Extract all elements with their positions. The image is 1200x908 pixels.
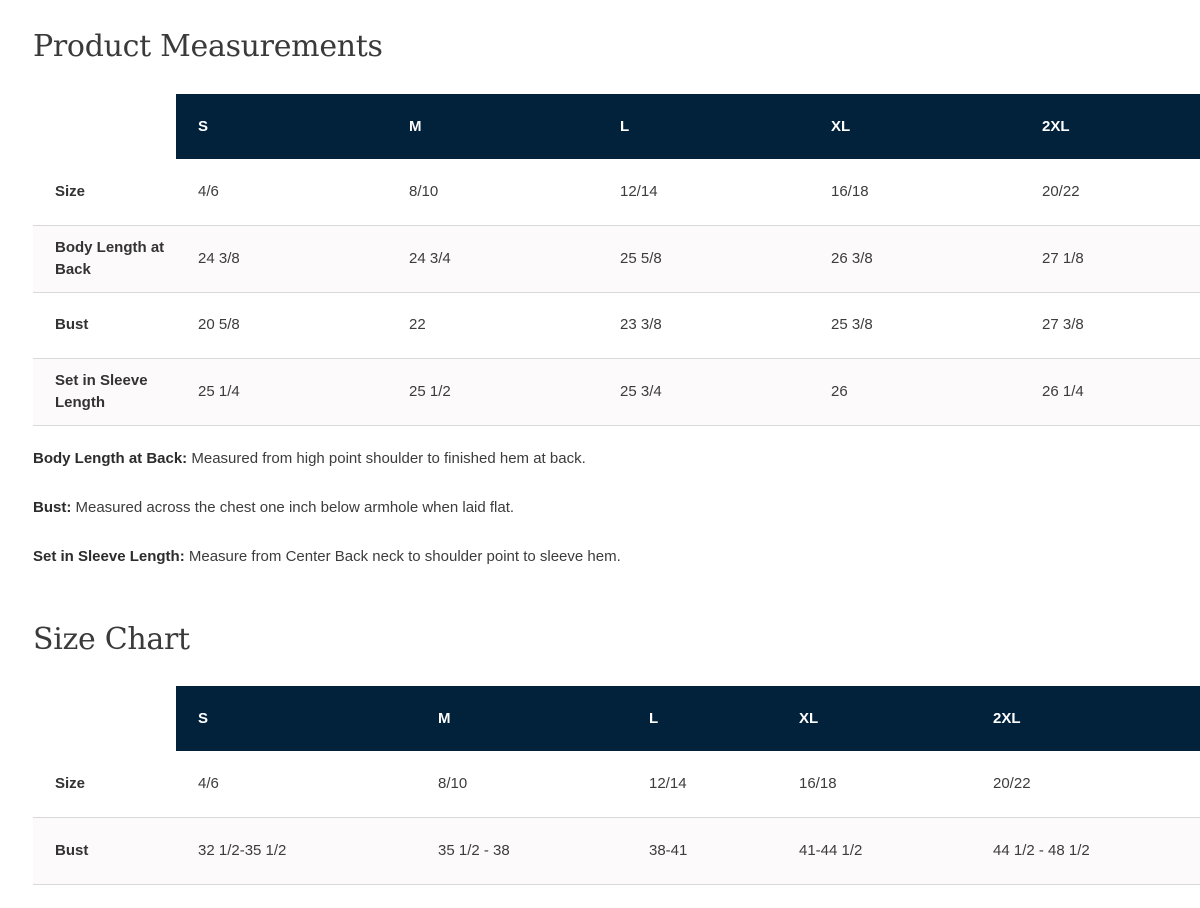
table-row xyxy=(33,226,1200,293)
note-term: Body Length at Back: xyxy=(33,450,188,467)
table-cell: 25 1/4 xyxy=(176,359,387,426)
header-cell-m: M xyxy=(416,686,627,751)
table-cell: 24 3/8 xyxy=(176,226,387,293)
table-header-row xyxy=(33,94,1200,159)
table-cell: 20/22 xyxy=(971,751,1200,818)
table-cell: 12/14 xyxy=(627,751,777,818)
row-label: Size xyxy=(33,159,176,226)
table-cell: 25 3/8 xyxy=(809,292,1020,359)
header-cell-s: S xyxy=(176,94,387,159)
table-cell: 24 3/4 xyxy=(387,226,598,293)
header-cell-xl: XL xyxy=(809,94,1020,159)
size-chart-table xyxy=(33,686,1200,885)
table-cell: 44 1/2 - 48 1/2 xyxy=(971,818,1200,885)
table-cell: 4/6 xyxy=(176,751,416,818)
table-cell: 20/22 xyxy=(1020,159,1200,226)
note-body-length xyxy=(33,449,621,498)
table-cell: 26 1/4 xyxy=(1020,359,1200,426)
row-label: Bust xyxy=(33,818,176,885)
row-label: Set in Sleeve Length xyxy=(33,359,176,426)
table-cell: 26 3/8 xyxy=(809,226,1020,293)
note-sleeve-length xyxy=(33,547,621,596)
row-label: Body Length at Back xyxy=(33,226,176,293)
note-text: Measured across the chest one inch below armhole when laid flat. xyxy=(71,499,515,516)
table-row xyxy=(33,159,1200,226)
table-header-row xyxy=(33,686,1200,751)
table-cell: 27 3/8 xyxy=(1020,292,1200,359)
table-cell: 16/18 xyxy=(809,159,1020,226)
section-title-product-measurements: Product Measurements xyxy=(33,29,383,64)
row-label: Bust xyxy=(33,292,176,359)
table-row xyxy=(33,818,1200,885)
table-cell: 4/6 xyxy=(176,159,387,226)
table-cell: 12/14 xyxy=(598,159,809,226)
table-cell: 16/18 xyxy=(777,751,971,818)
note-text: Measured from high point shoulder to finished hem at back. xyxy=(187,450,586,467)
header-cell-l: L xyxy=(598,94,809,159)
table-cell: 26 xyxy=(809,359,1020,426)
table-cell: 32 1/2-35 1/2 xyxy=(176,818,416,885)
header-cell-2xl: 2XL xyxy=(971,686,1200,751)
note-text: Measure from Center Back neck to shoulder point to sleeve hem. xyxy=(184,548,621,565)
table-cell: 20 5/8 xyxy=(176,292,387,359)
note-term: Set in Sleeve Length: xyxy=(33,548,185,565)
section-title-size-chart: Size Chart xyxy=(33,622,190,657)
header-cell-m: M xyxy=(387,94,598,159)
table-cell: 25 3/4 xyxy=(598,359,809,426)
table-cell: 41-44 1/2 xyxy=(777,818,971,885)
table-cell: 8/10 xyxy=(387,159,598,226)
table-cell: 27 1/8 xyxy=(1020,226,1200,293)
row-label: Size xyxy=(33,751,176,818)
header-corner-cell xyxy=(33,94,176,159)
table-row xyxy=(33,751,1200,818)
table-row xyxy=(33,359,1200,426)
header-corner-cell xyxy=(33,686,176,751)
note-term: Bust: xyxy=(33,499,72,516)
table-row xyxy=(33,292,1200,359)
header-cell-l: L xyxy=(627,686,777,751)
measurement-notes xyxy=(33,449,621,596)
table-cell: 25 5/8 xyxy=(598,226,809,293)
table-cell: 35 1/2 - 38 xyxy=(416,818,627,885)
table-cell: 25 1/2 xyxy=(387,359,598,426)
header-cell-2xl: 2XL xyxy=(1020,94,1200,159)
table-cell: 38-41 xyxy=(627,818,777,885)
header-cell-xl: XL xyxy=(777,686,971,751)
note-bust xyxy=(33,498,621,547)
product-measurements-table xyxy=(33,94,1200,426)
table-cell: 23 3/8 xyxy=(598,292,809,359)
header-cell-s: S xyxy=(176,686,416,751)
table-cell: 8/10 xyxy=(416,751,627,818)
table-cell: 22 xyxy=(387,292,598,359)
